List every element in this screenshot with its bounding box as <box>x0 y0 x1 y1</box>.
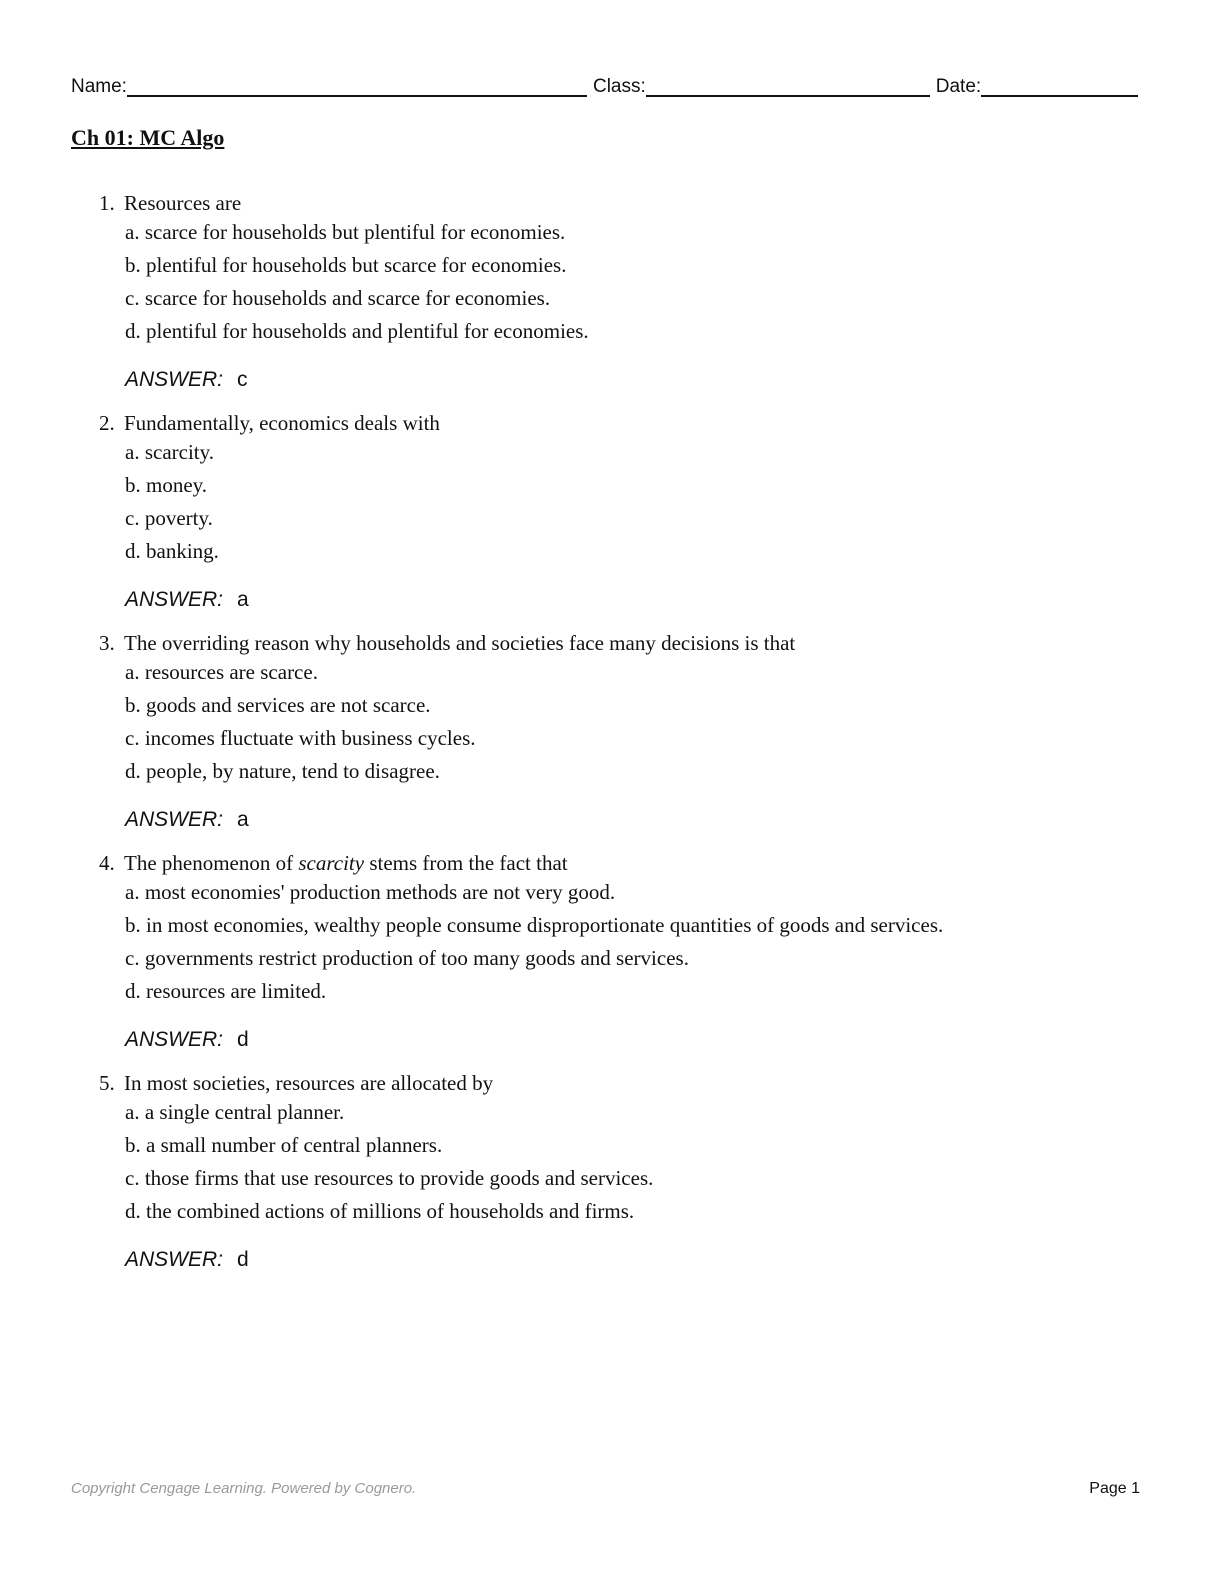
date-field[interactable] <box>936 73 1138 98</box>
class-field[interactable] <box>593 73 930 98</box>
question-text: Fundamentally, economics deals with <box>124 411 440 435</box>
question-stem <box>99 848 1119 878</box>
option-b: b. in most economies, wealthy people consume disproportionate quantities of goods and services. <box>125 913 944 937</box>
option-b: b. money. <box>125 473 208 497</box>
question-text-italic: scarcity <box>298 851 365 875</box>
question-5 <box>99 1068 1119 1275</box>
question-2 <box>99 408 1119 615</box>
question-4 <box>99 848 1119 1055</box>
question-number: 5. <box>99 1071 115 1095</box>
answer-value: a <box>237 808 249 831</box>
option-a: a. most economies' production methods are not very good. <box>125 880 616 904</box>
question-stem <box>99 408 1119 438</box>
question-1 <box>99 188 1119 395</box>
question-stem <box>99 188 1119 218</box>
page-title: Ch 01: MC Algo <box>71 125 225 150</box>
answer-label: ANSWER: <box>125 1248 224 1271</box>
question-number: 2. <box>99 411 115 435</box>
class-blank-line[interactable] <box>646 73 930 97</box>
question-number: 4. <box>99 851 115 875</box>
option-a: a. scarcity. <box>125 440 215 464</box>
option-c: c. governments restrict production of too many goods and services. <box>125 946 689 970</box>
option-c: c. scarce for households and scarce for economies. <box>125 286 551 310</box>
option-b: b. goods and services are not scarce. <box>125 693 431 717</box>
name-label: Name: <box>71 76 127 97</box>
answer-line <box>99 585 1119 615</box>
class-label: Class: <box>592 76 646 97</box>
option-c: c. incomes fluctuate with business cycles. <box>125 726 476 750</box>
option-a: a. resources are scarce. <box>125 660 318 684</box>
option-d: d. resources are limited. <box>125 979 327 1003</box>
date-blank-line[interactable] <box>981 73 1138 97</box>
option-c: c. poverty. <box>125 506 213 530</box>
answer-value: a <box>237 588 249 611</box>
question-text-after: stems from the fact that <box>364 851 568 875</box>
question-stem <box>99 1068 1119 1098</box>
option-a: a. scarce for households but plentiful for economies. <box>125 220 566 244</box>
question-text-before: The phenomenon of <box>124 851 299 875</box>
question-number: 1. <box>99 191 115 215</box>
answer-label: ANSWER: <box>125 368 224 391</box>
question-text: The overriding reason why households and societies face many decisions is that <box>124 631 796 655</box>
question-number: 3. <box>99 631 115 655</box>
question-stem <box>99 628 1119 658</box>
answer-line <box>99 1245 1119 1275</box>
name-blank-line[interactable] <box>127 73 587 97</box>
option-d: d. banking. <box>125 539 219 563</box>
answer-value: c <box>237 368 248 391</box>
answer-value: d <box>237 1028 249 1051</box>
answer-label: ANSWER: <box>125 588 224 611</box>
student-info-header <box>71 72 1141 98</box>
answer-label: ANSWER: <box>125 808 224 831</box>
date-label: Date: <box>935 76 982 97</box>
option-d: d. the combined actions of millions of households and firms. <box>125 1199 635 1223</box>
option-b: b. a small number of central planners. <box>125 1133 443 1157</box>
question-3 <box>99 628 1119 835</box>
footer-copyright: Copyright Cengage Learning. Powered by Cognero. <box>71 1480 417 1497</box>
answer-line <box>99 365 1119 395</box>
option-d: d. people, by nature, tend to disagree. <box>125 759 440 783</box>
option-c: c. those firms that use resources to provide goods and services. <box>125 1166 654 1190</box>
option-b: b. plentiful for households but scarce for economies. <box>125 253 567 277</box>
option-d: d. plentiful for households and plentiful for economies. <box>125 319 589 343</box>
answer-value: d <box>237 1248 249 1271</box>
question-text: In most societies, resources are allocated by <box>124 1071 494 1095</box>
answer-line <box>99 1025 1119 1055</box>
option-a: a. a single central planner. <box>125 1100 345 1124</box>
page-number: Page 1 <box>1089 1480 1140 1497</box>
name-field[interactable] <box>71 73 587 98</box>
answer-label: ANSWER: <box>125 1028 224 1051</box>
question-text: Resources are <box>124 191 242 215</box>
answer-line <box>99 805 1119 835</box>
